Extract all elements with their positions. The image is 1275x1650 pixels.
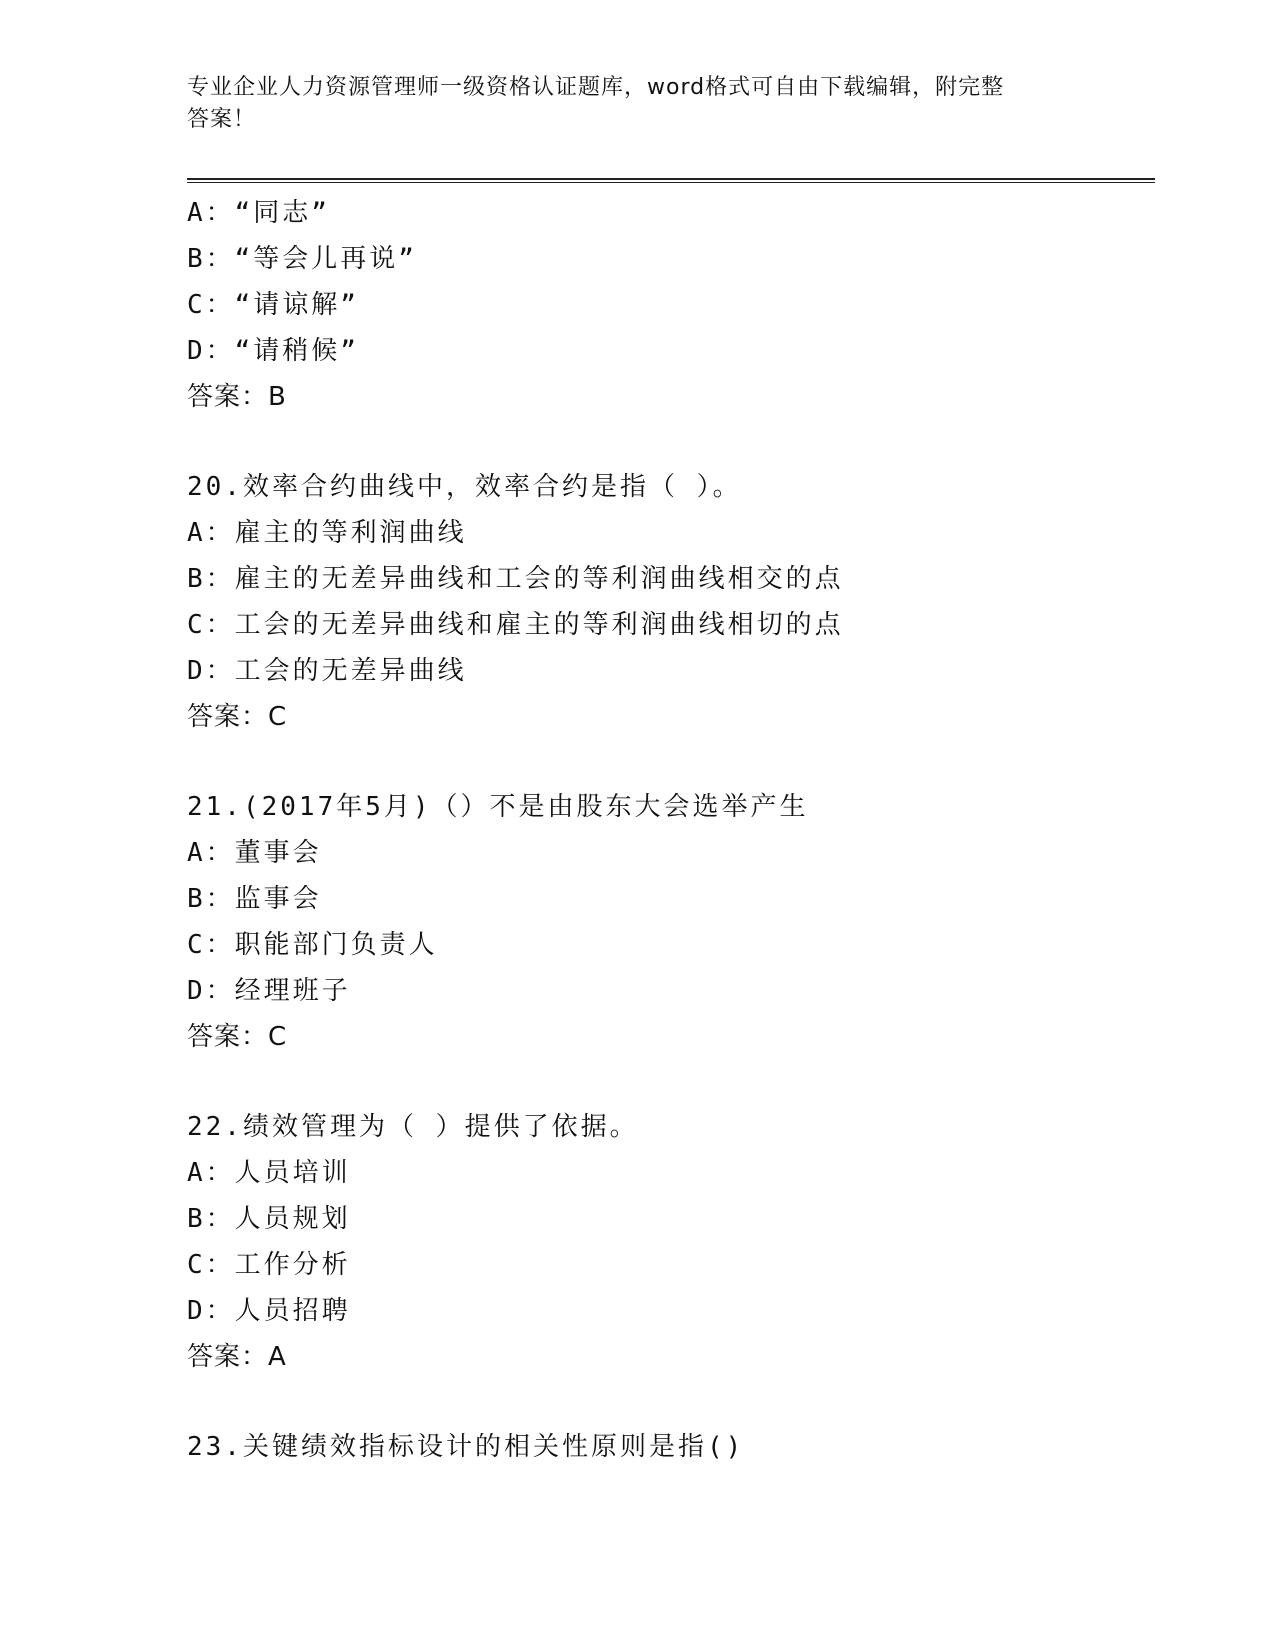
option-b: B：“等会儿再说” [187,244,417,274]
option-d: D：人员招聘 [187,1296,351,1326]
question-text: 23.关键绩效指标设计的相关性原则是指() [187,1432,745,1462]
question-block-21 [187,784,1155,1060]
option-a: A：“同志” [187,198,330,228]
option-b: B：监事会 [187,884,322,914]
answer: 答案：B [187,382,287,412]
option-b: B：雇主的无差异曲线和工会的等利润曲线相交的点 [187,564,844,594]
option-a: A：雇主的等利润曲线 [187,518,467,548]
question-block-19 [187,190,1155,420]
header-divider [187,178,1155,183]
question-text: 21.(2017年5月)（）不是由股东大会选举产生 [187,792,809,822]
question-list [187,190,1155,1470]
spacer [187,740,1155,784]
header-line-2: 答案！ [187,107,257,132]
option-b: B：人员规划 [187,1204,351,1234]
question-text: 20.效率合约曲线中，效率合约是指（ ）。 [187,472,742,502]
header-line-1: 专业企业人力资源管理师一级资格认证题库，word格式可自由下载编辑，附完整 [187,75,1005,100]
option-d: D：“请稍候” [187,336,359,366]
answer: 答案：A [187,1342,287,1372]
option-c: C：职能部门负责人 [187,930,438,960]
answer: 答案：C [187,702,288,732]
question-block-20 [187,464,1155,740]
option-a: A：人员培训 [187,1158,351,1188]
option-c: C：工作分析 [187,1250,351,1280]
answer: 答案：C [187,1022,288,1052]
question-block-23 [187,1424,1155,1470]
question-block-22 [187,1104,1155,1380]
spacer [187,1060,1155,1104]
spacer [187,1380,1155,1424]
document-header [187,72,1087,136]
option-a: A：董事会 [187,838,322,868]
spacer [187,420,1155,464]
option-d: D：经理班子 [187,976,351,1006]
question-text: 22.绩效管理为（ ）提供了依据。 [187,1112,639,1142]
option-c: C：工会的无差异曲线和雇主的等利润曲线相切的点 [187,610,844,640]
option-d: D：工会的无差异曲线 [187,656,467,686]
option-c: C：“请谅解” [187,290,359,320]
